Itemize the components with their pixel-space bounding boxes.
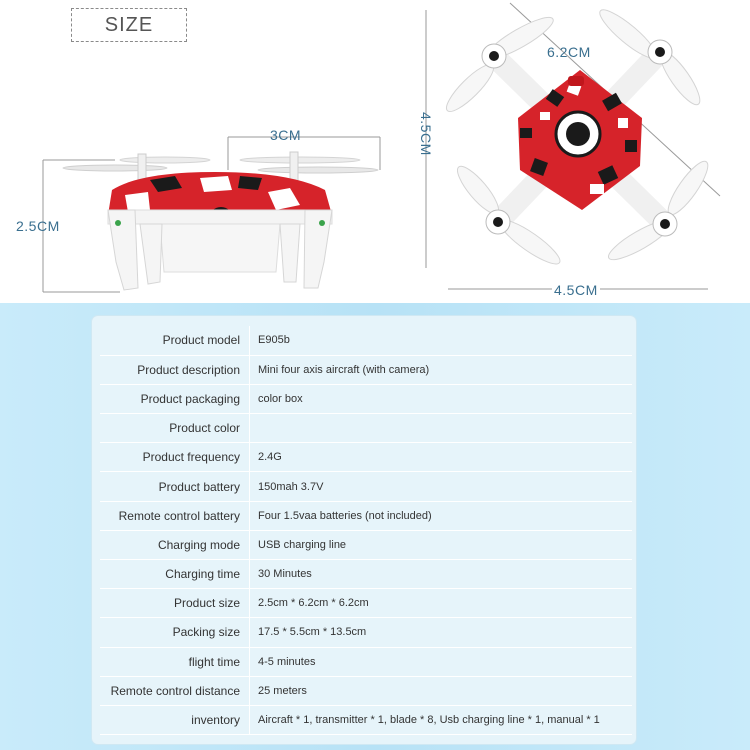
spec-label: Product packaging [100,384,250,413]
spec-value: 2.5cm * 6.2cm * 6.2cm [250,589,633,618]
spec-value: USB charging line [250,530,633,559]
spec-value: color box [250,384,633,413]
spec-value: 2.4G [250,443,633,472]
table-row [100,618,632,647]
spec-value: 17.5 * 5.5cm * 13.5cm [250,618,633,647]
top-width-label: 4.5CM [554,282,598,298]
spec-label: Remote control battery [100,501,250,530]
table-row [100,705,632,734]
table-row [100,530,632,559]
table-row [100,355,632,384]
spec-label: Product model [100,326,250,355]
spec-value: 150mah 3.7V [250,472,633,501]
spec-value: E905b [250,326,633,355]
drone-illustrations [0,0,750,303]
table-row [100,384,632,413]
top-height-label: 4.5CM [418,112,434,156]
spec-label: Product frequency [100,443,250,472]
drone-side-view [63,152,378,290]
table-row [100,647,632,676]
spec-label: Product size [100,589,250,618]
side-width-label: 3CM [270,127,302,143]
spec-label: Product color [100,414,250,443]
table-row [100,326,632,355]
spec-value: Mini four axis aircraft (with camera) [250,355,633,384]
spec-label: Charging mode [100,530,250,559]
spec-table [100,326,632,735]
table-row [100,589,632,618]
table-row [100,443,632,472]
table-row [100,501,632,530]
spec-value: 25 meters [250,676,633,705]
size-heading: SIZE [104,13,154,36]
spec-label: Remote control distance [100,676,250,705]
spec-label: flight time [100,647,250,676]
spec-label: inventory [100,705,250,734]
spec-label: Charging time [100,560,250,589]
spec-label: Product battery [100,472,250,501]
table-row [100,414,632,443]
spec-value: Aircraft * 1, transmitter * 1, blade * 8, Usb charging line * 1, manual * 1 [250,705,633,734]
spec-value: Four 1.5vaa batteries (not included) [250,501,633,530]
spec-value [250,414,633,443]
spec-value: 30 Minutes [250,560,633,589]
table-row [100,676,632,705]
side-height-label: 2.5CM [16,218,60,234]
table-row [100,560,632,589]
spec-value: 4-5 minutes [250,647,633,676]
table-row [100,472,632,501]
spec-label: Product description [100,355,250,384]
top-diagonal-label: 6.2CM [547,44,591,60]
spec-label: Packing size [100,618,250,647]
